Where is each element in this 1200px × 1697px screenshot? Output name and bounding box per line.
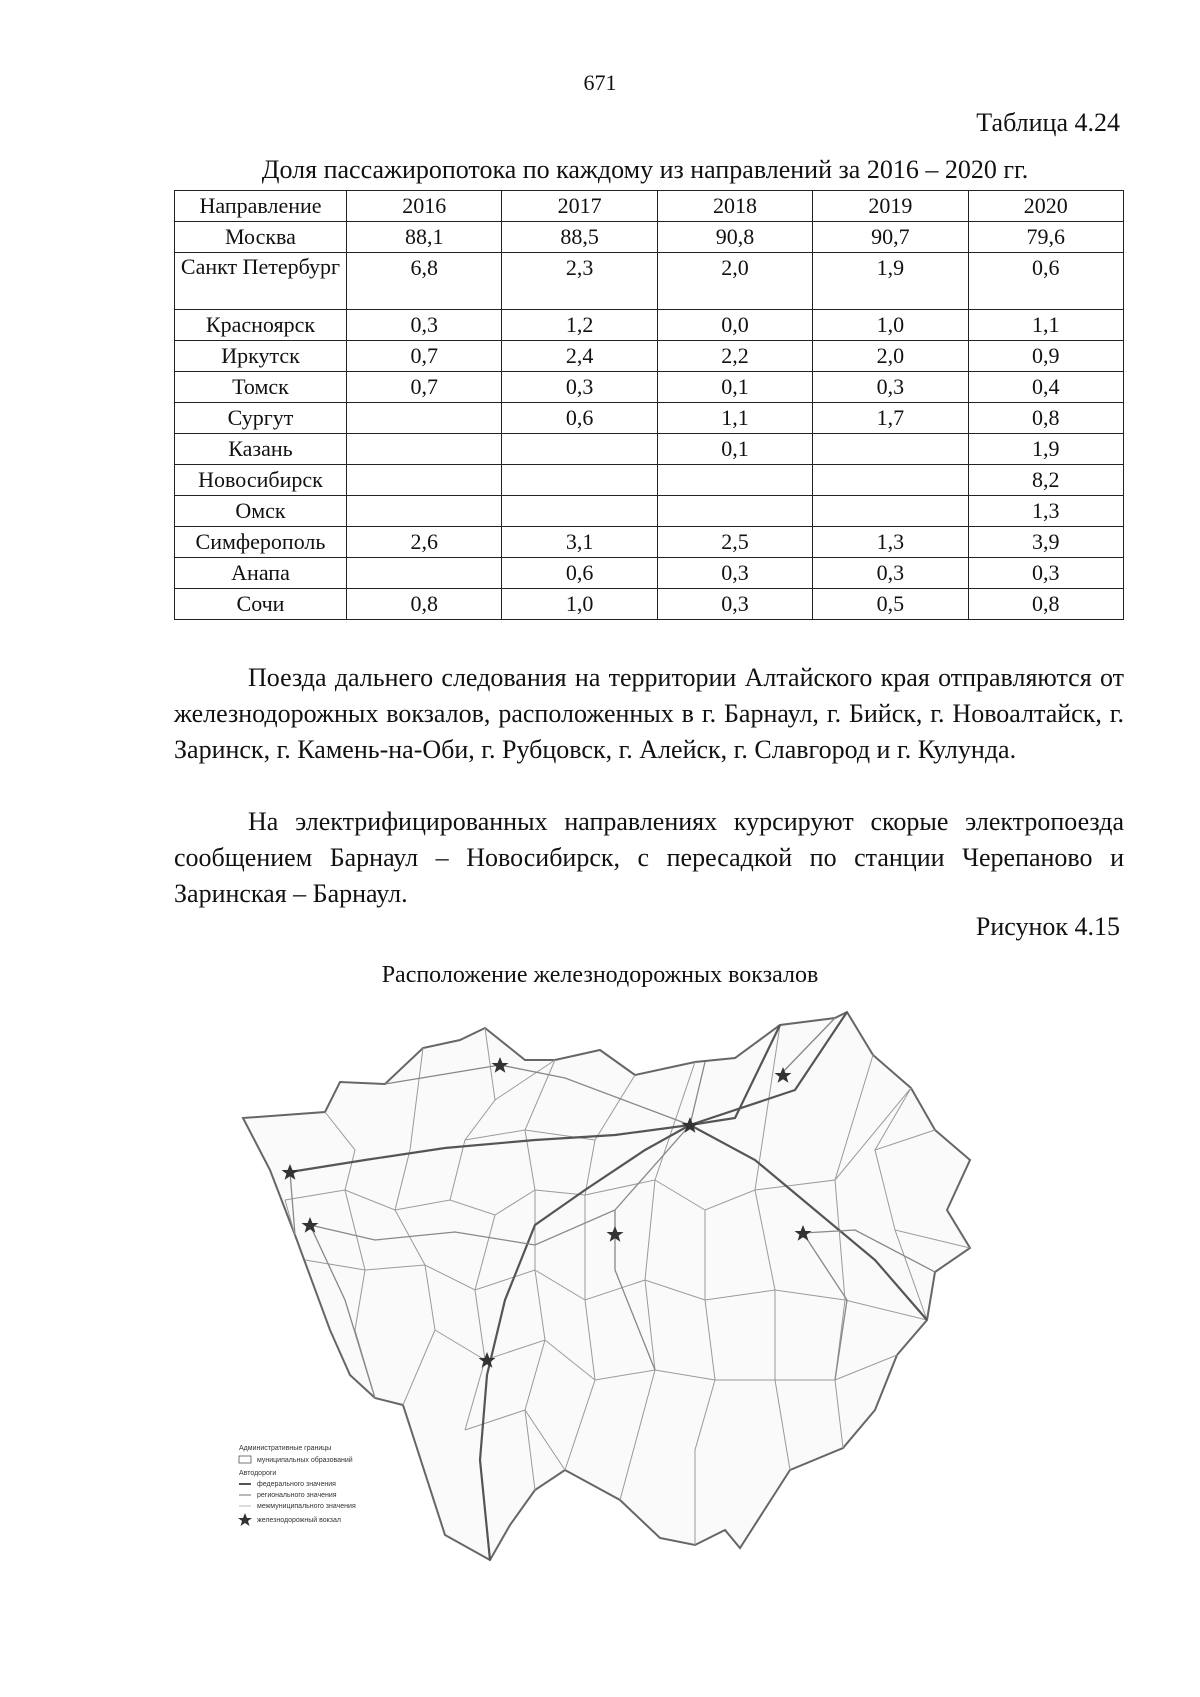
share-cell: 0,6	[502, 558, 657, 589]
table-row	[175, 372, 1124, 403]
share-cell: 2,3	[502, 253, 657, 310]
share-cell: 90,7	[813, 222, 968, 253]
header-year: 2019	[813, 191, 968, 222]
share-cell	[347, 434, 502, 465]
share-cell: 0,3	[502, 372, 657, 403]
share-cell: 90,8	[657, 222, 812, 253]
table-row	[175, 465, 1124, 496]
legend-admin-header: Административные границы	[239, 1445, 332, 1452]
table-row	[175, 434, 1124, 465]
direction-cell: Сочи	[175, 589, 347, 620]
share-cell: 0,3	[657, 558, 812, 589]
direction-cell: Москва	[175, 222, 347, 253]
passenger-share-table	[174, 190, 1124, 620]
share-cell: 1,1	[657, 403, 812, 434]
share-cell: 0,3	[813, 372, 968, 403]
share-cell	[347, 558, 502, 589]
header-year: 2020	[968, 191, 1123, 222]
table-row	[175, 310, 1124, 341]
share-cell: 0,9	[968, 341, 1123, 372]
page-number: 671	[583, 70, 617, 95]
share-cell: 1,7	[813, 403, 968, 434]
share-cell: 2,5	[657, 527, 812, 558]
direction-cell: Новосибирск	[175, 465, 347, 496]
table-row	[175, 558, 1124, 589]
share-cell: 1,3	[968, 496, 1123, 527]
share-cell: 2,4	[502, 341, 657, 372]
share-cell: 0,1	[657, 372, 812, 403]
legend-federal: федерального значения	[257, 1481, 336, 1488]
table-header-row	[175, 191, 1124, 222]
share-cell: 0,8	[968, 403, 1123, 434]
share-cell: 1,0	[813, 310, 968, 341]
share-cell	[502, 496, 657, 527]
share-cell: 0,3	[968, 558, 1123, 589]
header-year: 2016	[347, 191, 502, 222]
share-cell: 1,1	[968, 310, 1123, 341]
share-cell: 0,4	[968, 372, 1123, 403]
table-row	[175, 403, 1124, 434]
share-cell: 0,3	[813, 558, 968, 589]
share-cell: 79,6	[968, 222, 1123, 253]
header-direction: Направление	[175, 191, 347, 222]
share-cell: 2,0	[813, 341, 968, 372]
share-cell	[657, 496, 812, 527]
share-cell: 0,6	[502, 403, 657, 434]
share-cell: 0,1	[657, 434, 812, 465]
direction-cell: Санкт Петербург	[175, 253, 347, 310]
share-cell	[813, 496, 968, 527]
direction-cell: Красноярск	[175, 310, 347, 341]
legend-roads-header: Автодороги	[239, 1470, 277, 1477]
paragraph-electric	[174, 804, 1124, 912]
share-cell: 1,0	[502, 589, 657, 620]
share-cell: 1,9	[813, 253, 968, 310]
direction-cell: Симферополь	[175, 527, 347, 558]
paragraph-text: На электрифицированных направлениях курсируют скорые электропоезда сообщением Барнаул – Новосибирск, с пересадкой по станции Черепаново и Заринская – Барнаул.	[174, 807, 1124, 908]
share-cell: 88,5	[502, 222, 657, 253]
paragraph-text: Поезда дальнего следования на территории Алтайского края отправляются от железнодорожных вокзалов, расположенных в г. Барнаул, г. Бийск, г. Новоалтайск, г. Заринск, г. Камень-на-Оби, г. Рубцовск, г. Алейск, г. Славгород и г. Кулунда.	[174, 663, 1124, 764]
share-cell: 0,5	[813, 589, 968, 620]
share-cell: 2,6	[347, 527, 502, 558]
share-cell: 2,0	[657, 253, 812, 310]
share-cell	[502, 465, 657, 496]
direction-cell: Омск	[175, 496, 347, 527]
header-year: 2017	[502, 191, 657, 222]
star-icon	[238, 1513, 252, 1526]
share-cell: 0,3	[657, 589, 812, 620]
share-cell: 1,9	[968, 434, 1123, 465]
share-cell: 2,2	[657, 341, 812, 372]
legend-intermunicipal: межмуниципального значения	[257, 1503, 356, 1510]
share-cell: 0,3	[347, 310, 502, 341]
direction-cell: Казань	[175, 434, 347, 465]
share-cell: 0,8	[347, 589, 502, 620]
share-cell: 88,1	[347, 222, 502, 253]
paragraph-trains	[174, 660, 1124, 768]
share-cell: 1,2	[502, 310, 657, 341]
direction-cell: Томск	[175, 372, 347, 403]
legend-station: железнодорожный вокзал	[257, 1517, 341, 1524]
share-cell: 6,8	[347, 253, 502, 310]
header-year: 2018	[657, 191, 812, 222]
table-title: Доля пассажиропотока по каждому из направлений за 2016 – 2020 гг.	[261, 155, 1029, 184]
legend-municipal: муниципальных образований	[257, 1457, 353, 1464]
table-label: Таблица 4.24	[976, 108, 1120, 137]
direction-cell: Анапа	[175, 558, 347, 589]
share-cell: 1,3	[813, 527, 968, 558]
figure-title: Расположение железнодорожных вокзалов	[381, 962, 819, 988]
direction-cell: Иркутск	[175, 341, 347, 372]
share-cell: 8,2	[968, 465, 1123, 496]
share-cell: 0,7	[347, 341, 502, 372]
table-row	[175, 253, 1124, 310]
share-cell: 0,8	[968, 589, 1123, 620]
table-row	[175, 527, 1124, 558]
share-cell: 3,9	[968, 527, 1123, 558]
legend-regional: регионального значения	[257, 1492, 337, 1499]
share-cell	[347, 465, 502, 496]
share-cell	[813, 465, 968, 496]
share-cell	[347, 496, 502, 527]
railway-stations-map	[235, 1000, 1065, 1575]
figure-label: Рисунок 4.15	[975, 912, 1120, 941]
share-cell	[347, 403, 502, 434]
share-cell	[502, 434, 657, 465]
share-cell: 0,0	[657, 310, 812, 341]
table-row	[175, 341, 1124, 372]
share-cell	[813, 434, 968, 465]
map-legend	[238, 1445, 356, 1526]
table-row	[175, 222, 1124, 253]
share-cell: 0,6	[968, 253, 1123, 310]
direction-cell: Сургут	[175, 403, 347, 434]
table-row	[175, 496, 1124, 527]
share-cell: 0,7	[347, 372, 502, 403]
share-cell: 3,1	[502, 527, 657, 558]
share-cell	[657, 465, 812, 496]
table-row	[175, 589, 1124, 620]
